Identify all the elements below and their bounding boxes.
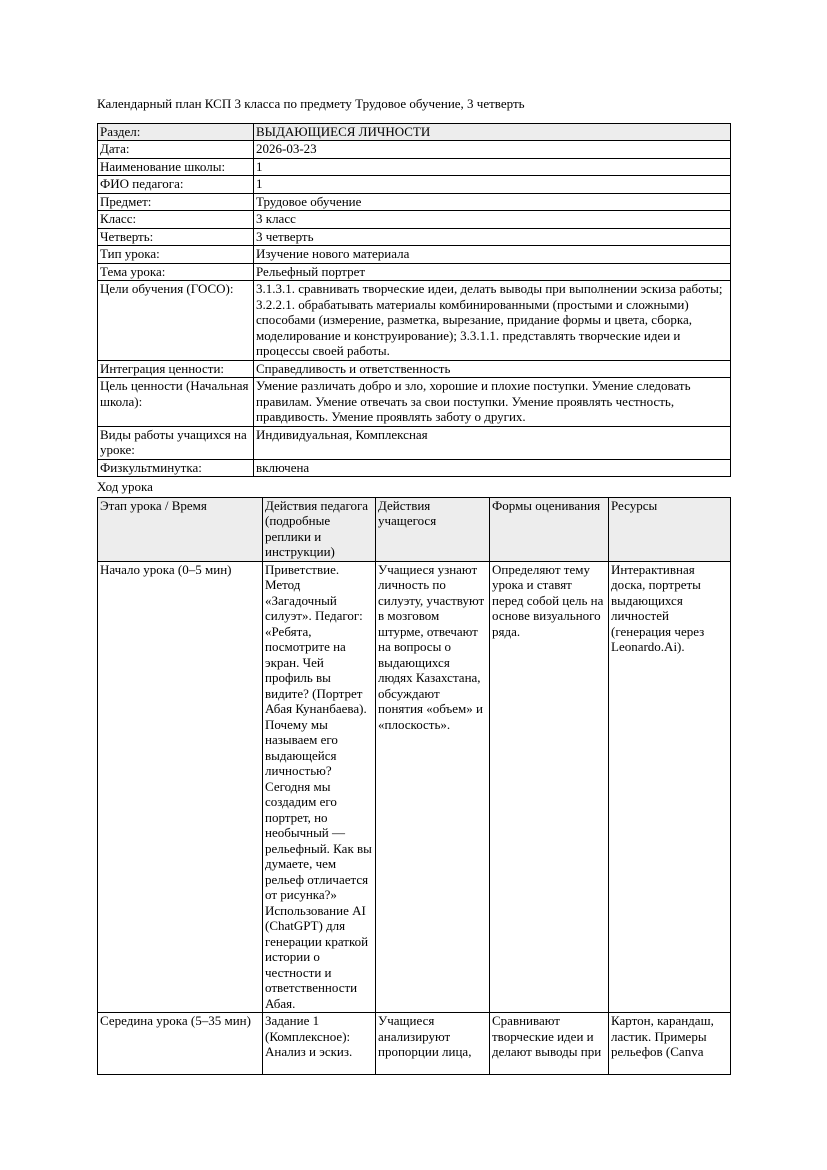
info-label: Наименование школы: (98, 158, 254, 176)
lesson-row-middle (98, 1013, 731, 1075)
info-row-physical-minute (98, 459, 731, 477)
page-content (97, 96, 730, 1075)
info-value: Рельефный портрет (254, 263, 731, 281)
info-row-quarter (98, 228, 731, 246)
info-value: 1 (254, 176, 731, 194)
info-value: 2026-03-23 (254, 141, 731, 159)
info-value: Трудовое обучение (254, 193, 731, 211)
info-label: Физкультминутка: (98, 459, 254, 477)
resources-cell: Интерактивная доска, портреты выдающихся личностей (генерация через Leonardo.Ai). (609, 561, 731, 1013)
info-label: Раздел: (98, 123, 254, 141)
lesson-table-header-row (98, 497, 731, 561)
info-label: Четверть: (98, 228, 254, 246)
info-value: Умение различать добро и зло, хорошие и плохие поступки. Умение следовать правилам. Умение отвечать за свои поступки. Умение проявлять честность, правдивость. Умение проявлять заботу о других. (254, 378, 731, 427)
column-header-student-actions: Действия учащегося (376, 497, 490, 561)
teacher-actions-cell: Задание 1 (Комплексное): Анализ и эскиз. (263, 1013, 376, 1075)
info-row-class (98, 211, 731, 229)
column-header-teacher-actions: Действия педагога (подробные реплики и инструкции) (263, 497, 376, 561)
info-label: Виды работы учащихся на уроке: (98, 426, 254, 459)
info-label: Тип урока: (98, 246, 254, 264)
resources-cell: Картон, карандаш, ластик. Примеры рельефов (Canva (609, 1013, 731, 1075)
info-value: 3 четверть (254, 228, 731, 246)
info-label: Интеграция ценности: (98, 360, 254, 378)
info-row-subject (98, 193, 731, 211)
assessment-cell: Определяют тему урока и ставят перед собой цель на основе визуального ряда. (490, 561, 609, 1013)
stage-cell: Середина урока (5–35 мин) (98, 1013, 263, 1075)
info-row-values-goal (98, 378, 731, 427)
teacher-actions-cell: Приветствие. Метод «Загадочный силуэт». Педагог: «Ребята, посмотрите на экран. Чей профиль вы видите? (Портрет Абая Кунанбаева). Почему мы называем его выдающейся личностью? Сегодня мы создадим его портрет, но необычный — рельефный. Как вы думаете, чем рельеф отличается от рисунка?» Использование AI (ChatGPT) для генерации краткой истории о честности и ответственности Абая. (263, 561, 376, 1013)
info-label: Тема урока: (98, 263, 254, 281)
info-label: Цели обучения (ГОСО): (98, 281, 254, 361)
info-value: включена (254, 459, 731, 477)
lesson-course-section-label: Ход урока (97, 479, 153, 494)
info-row-data (98, 141, 731, 159)
column-header-resources: Ресурсы (609, 497, 731, 561)
info-value: 1 (254, 158, 731, 176)
info-row-values-integration (98, 360, 731, 378)
info-value: ВЫДАЮЩИЕСЯ ЛИЧНОСТИ (254, 123, 731, 141)
info-label: Класс: (98, 211, 254, 229)
info-row-lesson-topic (98, 263, 731, 281)
info-value: 3 класс (254, 211, 731, 229)
page-title: Календарный план КСП 3 класса по предмету Трудовое обучение, 3 четверть (97, 96, 525, 111)
student-actions-cell: Учащиеся анализируют пропорции лица, (376, 1013, 490, 1075)
lesson-row-start (98, 561, 731, 1013)
student-actions-cell: Учащиеся узнают личность по силуэту, участвуют в мозговом штурме, отвечают на вопросы о выдающихся людях Казахстана, обсуждают понятия «объем» и «плоскость». (376, 561, 490, 1013)
info-label: ФИО педагога: (98, 176, 254, 194)
info-row-lesson-type (98, 246, 731, 264)
info-value: 3.1.3.1. сравнивать творческие идеи, делать выводы при выполнении эскиза работы; 3.2.2.1. обрабатывать материалы комбинированными (простыми и сложными) способами (измерение, разметка, вырезание, придание формы и цвета, сборка, моделирование и конструирование); 3.3.1.1. представлять творческие идеи и процессы своей работы. (254, 281, 731, 361)
info-row-teacher (98, 176, 731, 194)
info-label: Дата: (98, 141, 254, 159)
info-value: Изучение нового материала (254, 246, 731, 264)
info-row-goals (98, 281, 731, 361)
info-row-razdel (98, 123, 731, 141)
info-label: Предмет: (98, 193, 254, 211)
stage-cell: Начало урока (0–5 мин) (98, 561, 263, 1013)
assessment-cell: Сравнивают творческие идеи и делают выводы при (490, 1013, 609, 1075)
column-header-stage: Этап урока / Время (98, 497, 263, 561)
info-row-work-types (98, 426, 731, 459)
info-value: Индивидуальная, Комплексная (254, 426, 731, 459)
info-value: Справедливость и ответственность (254, 360, 731, 378)
column-header-assessment: Формы оценивания (490, 497, 609, 561)
lesson-course-table (97, 497, 731, 1076)
lesson-info-table (97, 123, 731, 478)
info-row-school (98, 158, 731, 176)
info-label: Цель ценности (Начальная школа): (98, 378, 254, 427)
